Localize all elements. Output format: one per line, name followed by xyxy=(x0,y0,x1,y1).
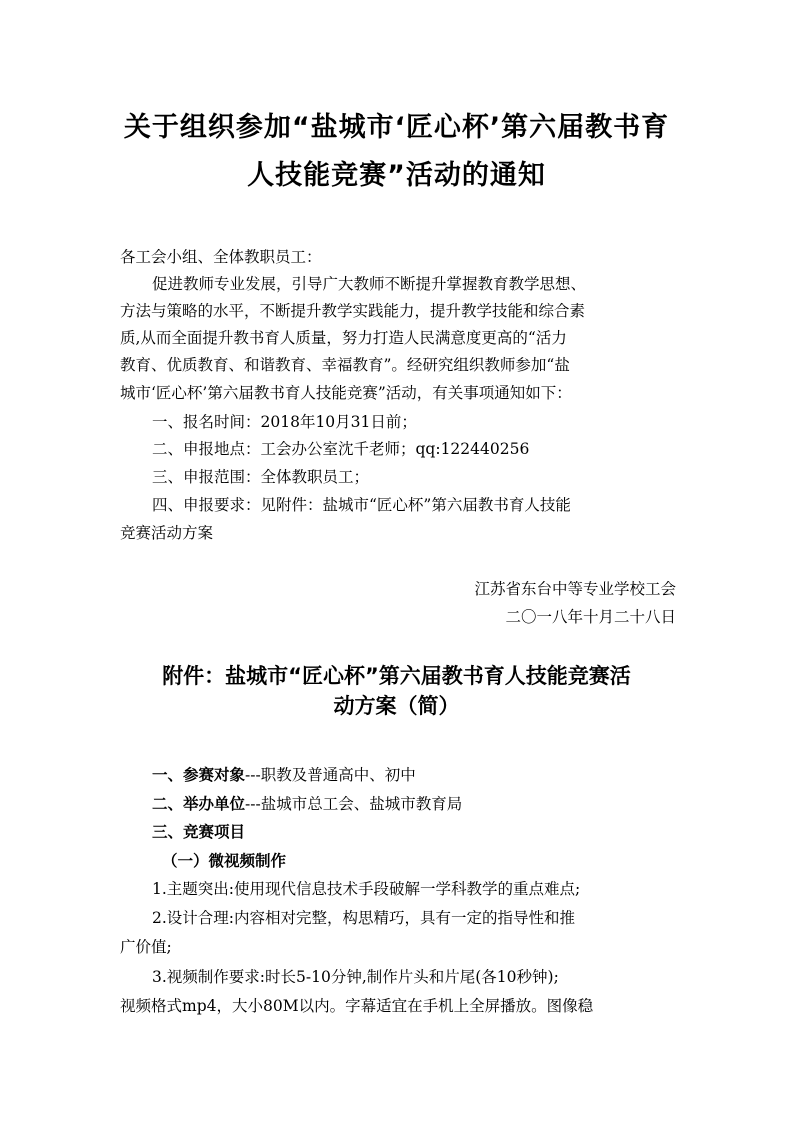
signature-org: 江苏省东台中等专业学校工会 xyxy=(474,580,676,598)
section-label: 一、参赛对象 xyxy=(152,766,246,784)
notice-item-requirements-cont: 竞赛活动方案 xyxy=(120,524,214,542)
signature-date: 二〇一八年十月二十八日 xyxy=(505,608,676,626)
notice-item-requirements: 四、申报要求：见附件：盐城市“匠心杯”第六届教书育人技能 xyxy=(152,496,571,514)
body-line: 质,从而全面提升教书育人质量，努力打造人民满意度更高的“活力 xyxy=(120,329,567,347)
subsection-micro-video: （一）微视频制作 xyxy=(162,852,287,870)
body-line: 教育、优质教育、和谐教育、幸福教育”。经研究组织教师参加“盐 xyxy=(120,356,570,374)
attachment-title-line-1: 附件：盐城市“匠心杯”第六届教书育人技能竞赛活 xyxy=(162,664,631,688)
attachment-line: 3.视频制作要求:时长5-10分钟,制作片头和片尾(各10秒钟); xyxy=(152,968,559,986)
body-line: 方法与策略的水平，不断提升教学实践能力，提升教学技能和综合素 xyxy=(120,302,586,320)
attachment-section-organizers xyxy=(152,793,680,815)
section-label: 二、举办单位 xyxy=(152,795,246,813)
attachment-title-line-2: 动方案（简） xyxy=(333,694,460,718)
notice-item-registration-time: 一、报名时间：2018年10月31日前； xyxy=(152,413,417,431)
attachment-line: 1.主题突出:使用现代信息技术手段破解一学科教学的重点难点; xyxy=(152,880,581,898)
section-text: ---盐城市总工会、盐城市教育局 xyxy=(245,795,463,813)
body-line: 城市‘匠心杯’第六届教书育人技能竞赛”活动，有关事项通知如下： xyxy=(120,384,572,402)
attachment-line: 广价值; xyxy=(120,938,172,956)
section-label: 三、竞赛项目 xyxy=(152,823,246,841)
attachment-line: 2.设计合理:内容相对完整，构思精巧，具有一定的指导性和推 xyxy=(152,909,576,927)
salutation: 各工会小组、全体教职员工： xyxy=(120,248,322,266)
section-text: ---职教及普通高中、初中 xyxy=(245,766,416,784)
attachment-line: 视频格式mp4，大小80M以内。字幕适宜在手机上全屏播放。图像稳 xyxy=(120,997,594,1015)
notice-item-location: 二、申报地点：工会办公室沈千老师；qq:122440256 xyxy=(152,440,530,458)
attachment-section-items xyxy=(152,821,680,843)
body-line: 促进教师专业发展，引导广大教师不断提升掌握教育教学思想、 xyxy=(152,275,587,293)
notice-title-line-2: 人技能竞赛”活动的通知 xyxy=(247,160,546,191)
attachment-section-participants xyxy=(152,764,680,786)
notice-title-line-1: 关于组织参加“盐城市‘匠心杯’第六届教书育 xyxy=(123,112,670,143)
notice-item-scope: 三、申报范围：全体教职员工； xyxy=(152,468,370,486)
